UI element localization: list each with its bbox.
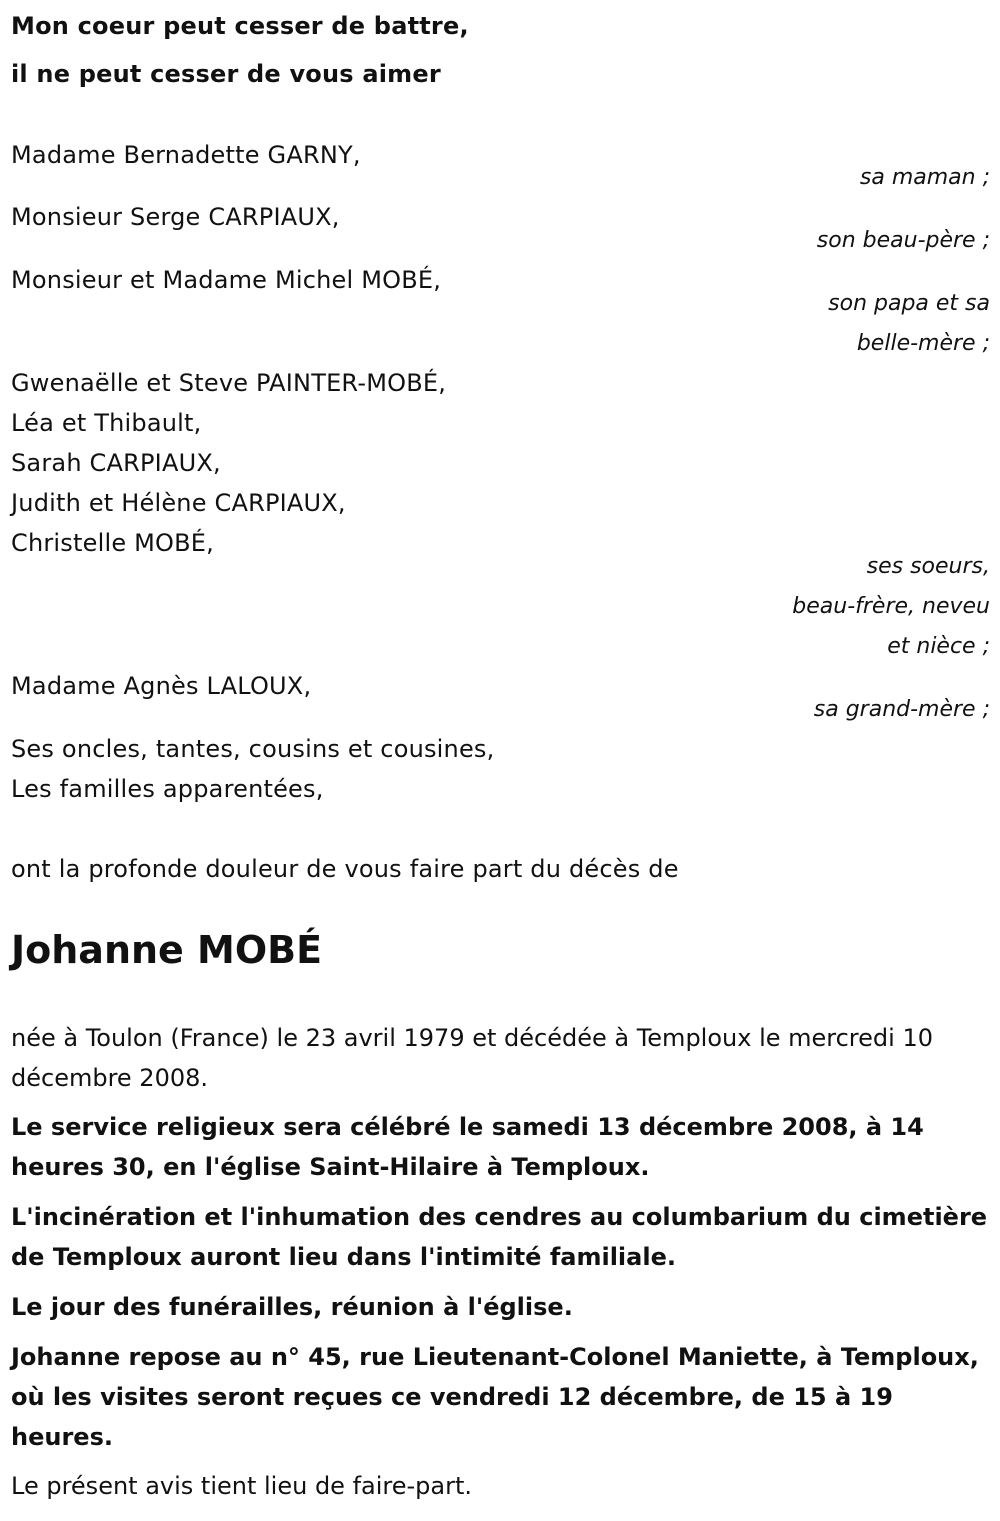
siblings-relation: ses soeurs, (866, 554, 990, 579)
closing-note: Le présent avis tient lieu de faire-part. (11, 1472, 473, 1500)
sibling-name: Judith et Hélène CARPIAUX, (11, 489, 346, 517)
sibling-name: Léa et Thibault, (11, 409, 202, 437)
family-member-name: Madame Bernadette GARNY, (11, 141, 361, 169)
poem-line-1: Mon coeur peut cesser de battre, (11, 12, 469, 40)
visits-details: Johanne repose au n° 45, rue Lieutenant-Colonel Maniette, à Temploux, où les visites seront reçues ce vendredi 12 décembre, de 15 à 19 heures. (11, 1343, 979, 1451)
service-details: Le service religieux sera célébré le samedi 13 décembre 2008, à 14 heures 30, en l'église Saint-Hilaire à Temploux. (11, 1113, 924, 1181)
sibling-name: Christelle MOBÉ, (11, 529, 214, 557)
reunion-details: Le jour des funérailles, réunion à l'église. (11, 1293, 573, 1321)
other-relatives: Les familles apparentées, (11, 775, 324, 803)
deceased-name: Johanne MOBÉ (11, 928, 323, 972)
poem-line-2: il ne peut cesser de vous aimer (11, 60, 441, 88)
birth-death-details: née à Toulon (France) le 23 avril 1979 et décédée à Temploux le mercredi 10 décembre 2008. (11, 1024, 933, 1092)
family-member-name: Monsieur et Madame Michel MOBÉ, (11, 266, 442, 294)
family-member-relation: son papa et sa (828, 291, 990, 316)
siblings-relation: beau-frère, neveu (792, 594, 990, 619)
family-member-relation: belle-mère ; (856, 331, 990, 356)
siblings-relation: et nièce ; (887, 634, 990, 659)
grandmother-relation: sa grand-mère ; (813, 697, 990, 722)
announcement-text: ont la profonde douleur de vous faire part du décès de (11, 855, 679, 883)
other-relatives: Ses oncles, tantes, cousins et cousines, (11, 735, 495, 763)
sibling-name: Sarah CARPIAUX, (11, 449, 221, 477)
grandmother-name: Madame Agnès LALOUX, (11, 672, 312, 700)
family-member-relation: son beau-père ; (816, 228, 990, 253)
family-member-name: Monsieur Serge CARPIAUX, (11, 203, 340, 231)
family-member-relation: sa maman ; (859, 165, 990, 190)
sibling-name: Gwenaëlle et Steve PAINTER-MOBÉ, (11, 369, 447, 397)
cremation-details: L'incinération et l'inhumation des cendres au columbarium du cimetière de Temploux auront lieu dans l'intimité familiale. (11, 1203, 988, 1271)
